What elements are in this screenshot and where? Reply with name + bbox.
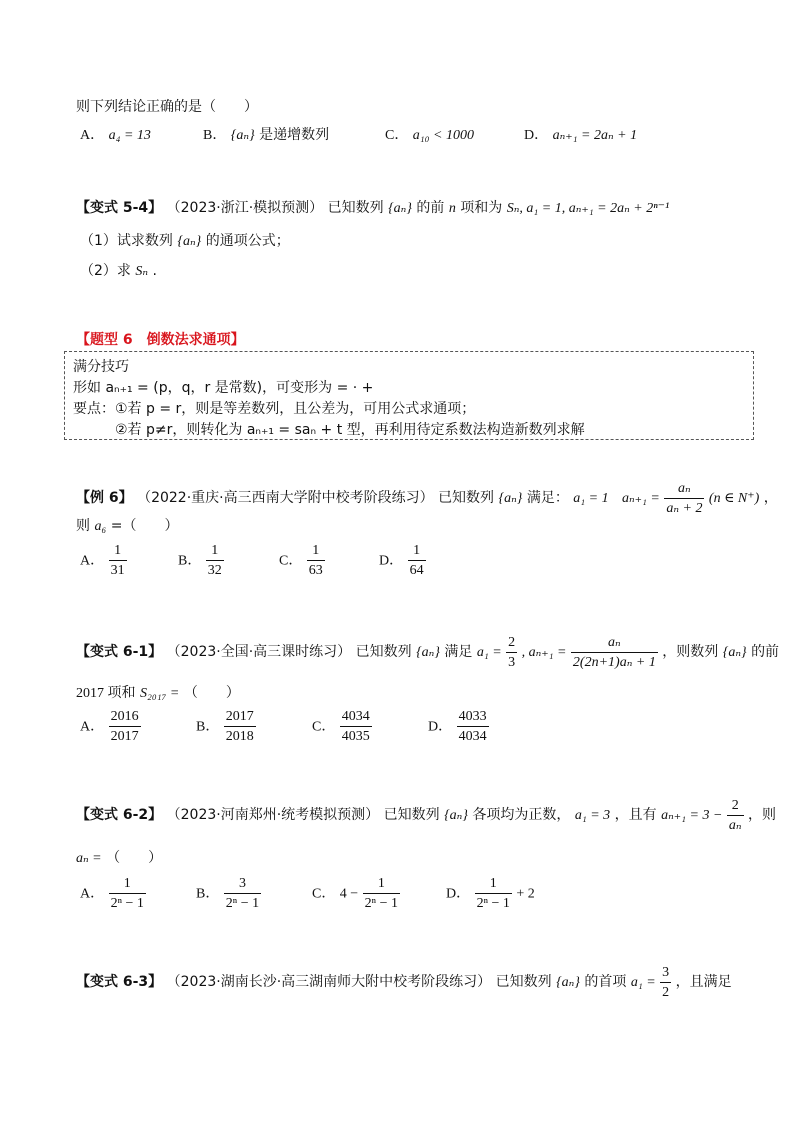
v62-option-d — [446, 874, 535, 913]
option-math: a₄ = 13 — [108, 128, 151, 143]
v62-option-c — [312, 874, 400, 913]
v63-a1-lhs: a₁ = — [630, 975, 656, 990]
tip-line-3: ②若 p≠r，则转化为 aₙ₊₁ = saₙ + t 型，再利用待定系数法构造新数列求解 — [115, 422, 585, 438]
tip-line-2: 要点：①若 p = r，则是等差数列，且公差为，可用公式求通项； — [73, 401, 476, 417]
intro-option-d — [524, 124, 637, 144]
option-num: 1 — [363, 874, 400, 894]
v62-recur-num: 2 — [727, 796, 744, 816]
option-label: D． — [428, 719, 453, 735]
option-label: C． — [312, 886, 336, 902]
v61-recur-lhs: , aₙ₊₁ = — [521, 645, 567, 660]
v62-option-b — [196, 874, 261, 913]
v62-stem-d: ，则 — [748, 807, 776, 823]
ex6-recur-lhs: aₙ₊₁ = — [621, 491, 660, 506]
option-den: 64 — [409, 563, 424, 578]
ex6-stem-a: 已知数列 — [438, 490, 495, 506]
ex6-recur-den: aₙ + 2 — [666, 500, 703, 516]
option-label: C． — [279, 553, 303, 569]
ex6-source: （2022·重庆·高三西南大学附中校考阶段练习） — [137, 490, 434, 506]
tip-line-1: 形如 aₙ₊₁ = (p，q，r 是常数)，可变形为 = · + — [73, 380, 374, 396]
option-den: 63 — [308, 563, 323, 578]
ex6-option-a — [80, 541, 127, 580]
v61-option-c — [312, 707, 372, 746]
v62-seq: {aₙ} — [444, 808, 468, 823]
ex6-tail: ， — [763, 490, 778, 506]
ex6-recur-num: aₙ — [664, 479, 704, 499]
v62-option-a — [80, 874, 146, 913]
option-text: 是递增数列 — [259, 127, 330, 143]
option-den: 32 — [207, 563, 222, 578]
v54-stem-c: 项和为 — [460, 200, 503, 216]
v62-stem — [76, 795, 776, 836]
v61-tag: 【变式 6-1】 — [76, 644, 163, 660]
v62-stem-a: 已知数列 — [383, 807, 440, 823]
v62-recur-lhs: aₙ₊₁ = 3 − — [661, 808, 723, 823]
option-label: C． — [312, 719, 336, 735]
ex6-tag: 【例 6】 — [76, 490, 133, 506]
option-den: 2ⁿ − 1 — [225, 896, 260, 911]
option-label: B． — [178, 553, 202, 569]
v54-q2-a: （2）求 — [80, 263, 131, 279]
v62-line2-a: aₙ = — [76, 851, 102, 866]
v63-seq: {aₙ} — [556, 975, 580, 990]
v61-stem-b: 满足 — [444, 644, 473, 660]
intro-option-a — [80, 124, 151, 144]
ex6-stem-b: 满足： — [526, 490, 569, 506]
v62-recur-den: aₙ — [728, 817, 742, 833]
option-num: 1 — [109, 874, 146, 894]
v54-stem-b: 的前 — [416, 200, 445, 216]
v54-stem-a: 已知数列 — [327, 200, 384, 216]
v62-tag: 【变式 6-2】 — [76, 807, 163, 823]
option-num: 1 — [307, 541, 325, 561]
v54-q1-b: 的通项公式； — [205, 233, 290, 249]
v61-line2-a: 2017 项和 — [76, 686, 136, 701]
option-num: 4034 — [340, 707, 372, 727]
v54-q2-s: Sₙ — [135, 264, 149, 279]
v63-stem-a: 已知数列 — [495, 974, 552, 990]
option-den: 2ⁿ − 1 — [110, 896, 144, 911]
option-label: D． — [379, 553, 404, 569]
option-label: B． — [203, 128, 227, 143]
option-label: C． — [385, 128, 409, 143]
v62-source: （2023·河南郑州·统考模拟预测） — [166, 807, 380, 823]
v63-tag: 【变式 6-3】 — [76, 974, 163, 990]
v61-line2-b: S₂₀₁₇ = — [139, 686, 180, 701]
v61-line2 — [76, 682, 240, 702]
ex6-ask-b: a₆ — [94, 519, 107, 534]
option-num: 2017 — [224, 707, 256, 727]
option-math: aₙ₊₁ = 2aₙ + 1 — [552, 128, 638, 143]
option-label: A． — [80, 886, 105, 902]
option-label: B． — [196, 719, 220, 735]
v61-a1-den: 3 — [508, 654, 516, 670]
v61-a1-frac — [506, 633, 517, 672]
v54-n: n — [448, 201, 456, 216]
intro-question: 则下列结论正确的是（ ） — [76, 99, 258, 115]
v61-option-d — [428, 707, 489, 746]
option-label: A． — [80, 553, 105, 569]
option-post: + 2 — [516, 886, 535, 902]
option-pre: 4 − — [339, 886, 359, 902]
v54-q1-a: （1）试求数列 — [80, 233, 173, 249]
ex6-ask — [76, 515, 179, 535]
v54-source: （2023·浙江·模拟预测） — [166, 200, 324, 216]
option-math: a₁₀ < 1000 — [412, 128, 474, 143]
tip-box — [64, 351, 754, 440]
option-num: 1 — [475, 874, 512, 894]
v63-stem-b: 的首项 — [584, 974, 627, 990]
v63-source: （2023·湖南长沙·高三湖南师大附中校考阶段练习） — [166, 974, 492, 990]
v54-q1-seq: {aₙ} — [177, 234, 202, 249]
option-num: 4033 — [457, 707, 489, 727]
v61-a1-num: 2 — [506, 633, 517, 653]
option-den: 31 — [110, 563, 125, 578]
ex6-a1: a₁ = 1 — [573, 491, 609, 506]
v61-stem-c: ，则数列 — [662, 644, 719, 660]
option-label: A． — [80, 719, 105, 735]
type6-heading: 【题型 6 倒数法求通项】 — [76, 332, 245, 348]
option-den: 2018 — [225, 729, 254, 744]
option-math: {aₙ} — [230, 128, 255, 143]
v62-line2 — [76, 847, 162, 867]
ex6-seq: {aₙ} — [498, 491, 523, 506]
option-num: 1 — [206, 541, 224, 561]
v54-tag: 【变式 5-4】 — [76, 200, 163, 216]
v62-recur-frac — [727, 796, 744, 835]
option-den: 2ⁿ − 1 — [364, 896, 398, 911]
ex6-recur-cond: (n ∈ N⁺) — [708, 491, 760, 506]
tip-title: 满分技巧 — [73, 359, 129, 375]
option-den: 2017 — [110, 729, 139, 744]
v61-a1-lhs: a₁ = — [476, 645, 502, 660]
v54-q2 — [80, 260, 157, 280]
ex6-option-b — [178, 541, 224, 580]
v62-stem-b: 各项均为正数， — [472, 807, 571, 823]
option-den: 4035 — [341, 729, 370, 744]
v62-stem-c: ，且有 — [614, 807, 657, 823]
v54-q1 — [80, 230, 290, 250]
option-label: D． — [524, 128, 549, 143]
v61-option-a — [80, 707, 141, 746]
v61-seq: {aₙ} — [416, 645, 440, 660]
option-num: 1 — [408, 541, 426, 561]
option-den: 2ⁿ − 1 — [476, 896, 510, 911]
v61-stem-a: 已知数列 — [355, 644, 412, 660]
option-label: B． — [196, 886, 220, 902]
v54-stem — [76, 197, 669, 217]
ex6-ask-c: =（ ） — [110, 518, 179, 534]
option-label: D． — [446, 886, 471, 902]
v61-recur-frac — [571, 633, 658, 672]
intro-option-b — [203, 124, 329, 144]
v61-recur-num: aₙ — [571, 633, 658, 653]
option-label: A． — [80, 128, 105, 143]
v61-line2-c: （ ） — [183, 685, 240, 701]
v61-source: （2023·全国·高三课时练习） — [166, 644, 352, 660]
v62-line2-b: （ ） — [106, 850, 163, 866]
ex6-option-d — [379, 541, 426, 580]
ex6-option-c — [279, 541, 325, 580]
option-num: 3 — [224, 874, 261, 894]
ex6-ask-a: 则 — [76, 518, 90, 534]
v54-q2-c: . — [152, 263, 157, 279]
ex6-recur-frac — [664, 479, 704, 518]
v54-cond: Sₙ, a₁ = 1, aₙ₊₁ = 2aₙ + 2ⁿ⁻¹ — [506, 201, 670, 216]
v61-stem-d: 的前 — [751, 644, 780, 660]
ex6-stem — [76, 478, 778, 519]
v63-a1-num: 3 — [660, 963, 671, 983]
v63-stem-c: ，且满足 — [675, 974, 732, 990]
intro-option-c — [385, 124, 474, 144]
option-den: 4034 — [458, 729, 487, 744]
v63-stem — [76, 962, 732, 1003]
v61-recur-den: 2(2n+1)aₙ + 1 — [572, 654, 656, 670]
v61-stem — [76, 632, 779, 673]
v63-a1-den: 2 — [662, 984, 670, 1000]
v62-a1: a₁ = 3 — [574, 808, 611, 823]
v61-seq-2: {aₙ} — [722, 645, 747, 660]
option-num: 1 — [109, 541, 127, 561]
option-num: 2016 — [109, 707, 141, 727]
v61-option-b — [196, 707, 256, 746]
v54-seq: {aₙ} — [388, 201, 412, 216]
v63-a1-frac — [660, 963, 671, 1002]
